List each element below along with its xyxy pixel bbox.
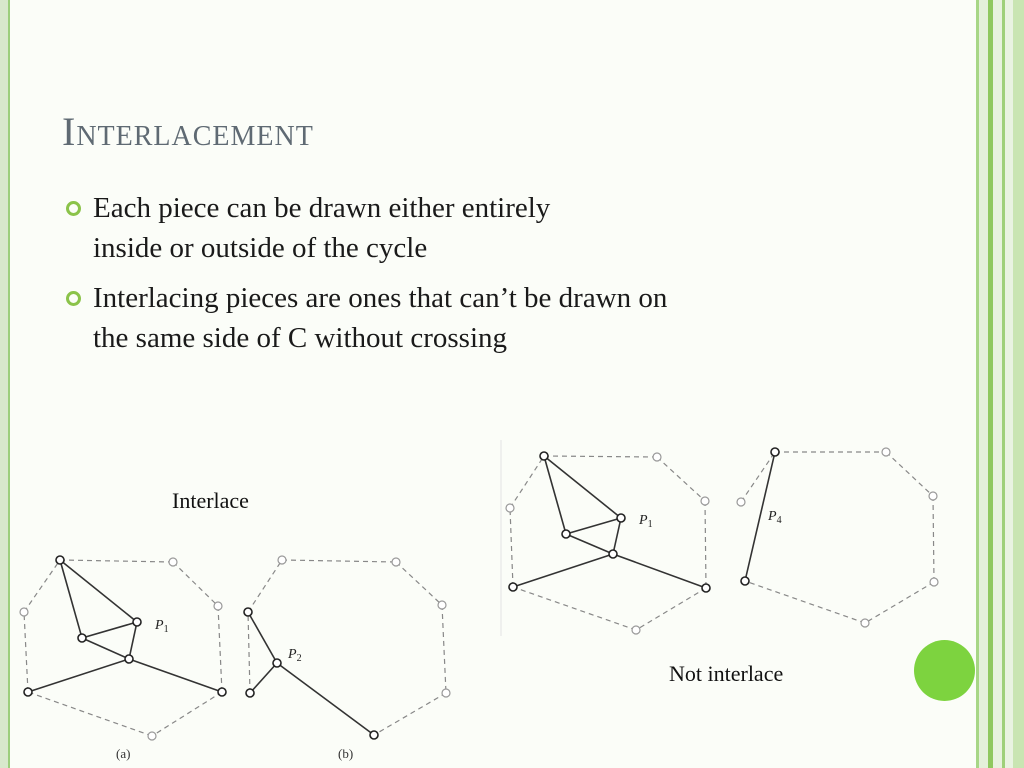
figure-c-diagram bbox=[500, 440, 722, 640]
piece-label-c: $P_1$ bbox=[639, 513, 653, 530]
bullet-item bbox=[66, 188, 926, 268]
bullet-text: Interlacing pieces are ones that can’t be drawn on the same side of C without crossing bbox=[93, 282, 668, 354]
cycle-dashed-edges bbox=[741, 452, 934, 623]
bullet-text: Each piece can be drawn either entirely inside or outside of the cycle bbox=[93, 192, 551, 264]
figure-a-diagram bbox=[0, 540, 240, 768]
cycle-vertices bbox=[20, 558, 222, 740]
figure-b-label: (b) bbox=[338, 746, 354, 761]
caption-not-interlace: Not interlace bbox=[669, 661, 784, 686]
slide-title: Interlacement bbox=[62, 109, 314, 154]
bullet-item bbox=[66, 278, 926, 358]
figure-d-diagram bbox=[730, 440, 945, 640]
cycle-dashed-edges bbox=[510, 456, 706, 630]
attachment-vertices bbox=[244, 608, 378, 739]
right-decor-bars bbox=[976, 0, 1024, 768]
cycle-vertices bbox=[506, 453, 709, 634]
piece-edges bbox=[248, 612, 374, 735]
cycle-dashed-edges bbox=[24, 560, 222, 736]
caption-interlace: Interlace bbox=[172, 488, 249, 513]
bullet-list bbox=[66, 188, 926, 368]
decorative-green-circle bbox=[914, 640, 975, 701]
piece-label-d: $P_4$ bbox=[768, 509, 782, 526]
piece-label-a: $P_1$ bbox=[155, 618, 169, 635]
figure-a-label: (a) bbox=[116, 746, 131, 761]
piece-label-b: $P_2$ bbox=[288, 647, 302, 664]
figure-b-diagram bbox=[236, 540, 456, 768]
cycle-vertices bbox=[278, 556, 450, 697]
bullet-ring-icon bbox=[66, 201, 81, 216]
piece-edges bbox=[28, 560, 222, 692]
bullet-ring-icon bbox=[66, 291, 81, 306]
cycle-dashed-edges bbox=[248, 560, 446, 735]
cycle-vertices bbox=[737, 448, 938, 627]
